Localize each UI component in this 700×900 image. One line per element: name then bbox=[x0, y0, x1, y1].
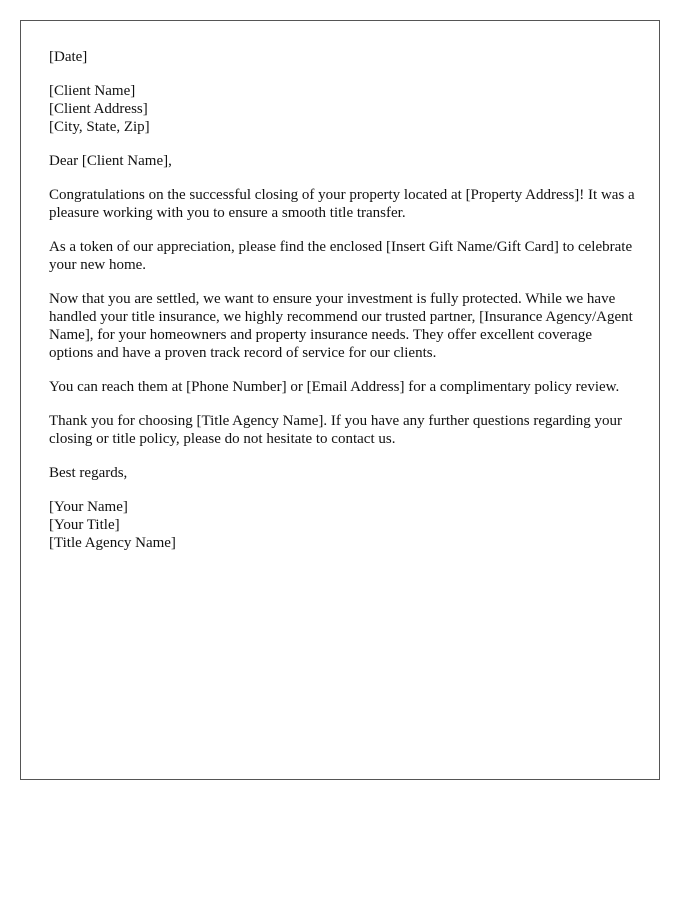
paragraph-thank-you: Thank you for choosing [Title Agency Name]. If you have any further questions regarding your closing or title policy, please do not hesitate to contact us. bbox=[49, 413, 623, 447]
recipient-block bbox=[49, 82, 639, 136]
recipient-name: [Client Name] bbox=[49, 83, 136, 99]
paragraph-contact-info: You can reach them at [Phone Number] or [Email Address] for a complimentary policy review. bbox=[49, 379, 620, 395]
letter-page bbox=[20, 20, 660, 780]
signature-name: [Your Name] bbox=[49, 499, 128, 515]
closing: Best regards, bbox=[49, 465, 128, 481]
paragraph-gift: As a token of our appreciation, please find the enclosed [Insert Gift Name/Gift Card] to celebrate your new home. bbox=[49, 239, 633, 273]
recipient-address: [Client Address] bbox=[49, 101, 148, 117]
signature-title: [Your Title] bbox=[49, 517, 120, 533]
letter-date: [Date] bbox=[49, 49, 88, 65]
signature-agency: [Title Agency Name] bbox=[49, 535, 176, 551]
recipient-city-state-zip: [City, State, Zip] bbox=[49, 119, 150, 135]
salutation: Dear [Client Name], bbox=[49, 153, 172, 169]
letter-body bbox=[49, 48, 639, 552]
paragraph-congratulations: Congratulations on the successful closing of your property located at [Property Address]! It was a pleasure working with you to ensure a smooth title transfer. bbox=[49, 187, 635, 221]
signature-block bbox=[49, 498, 639, 552]
paragraph-insurance-referral: Now that you are settled, we want to ensure your investment is fully protected. While we have handled your title insurance, we highly recommend our trusted partner, [Insurance Agency/Agent Name], for your homeowners and property insurance needs. They offer excellent coverage options and have a proven track record of service for our clients. bbox=[49, 291, 633, 361]
